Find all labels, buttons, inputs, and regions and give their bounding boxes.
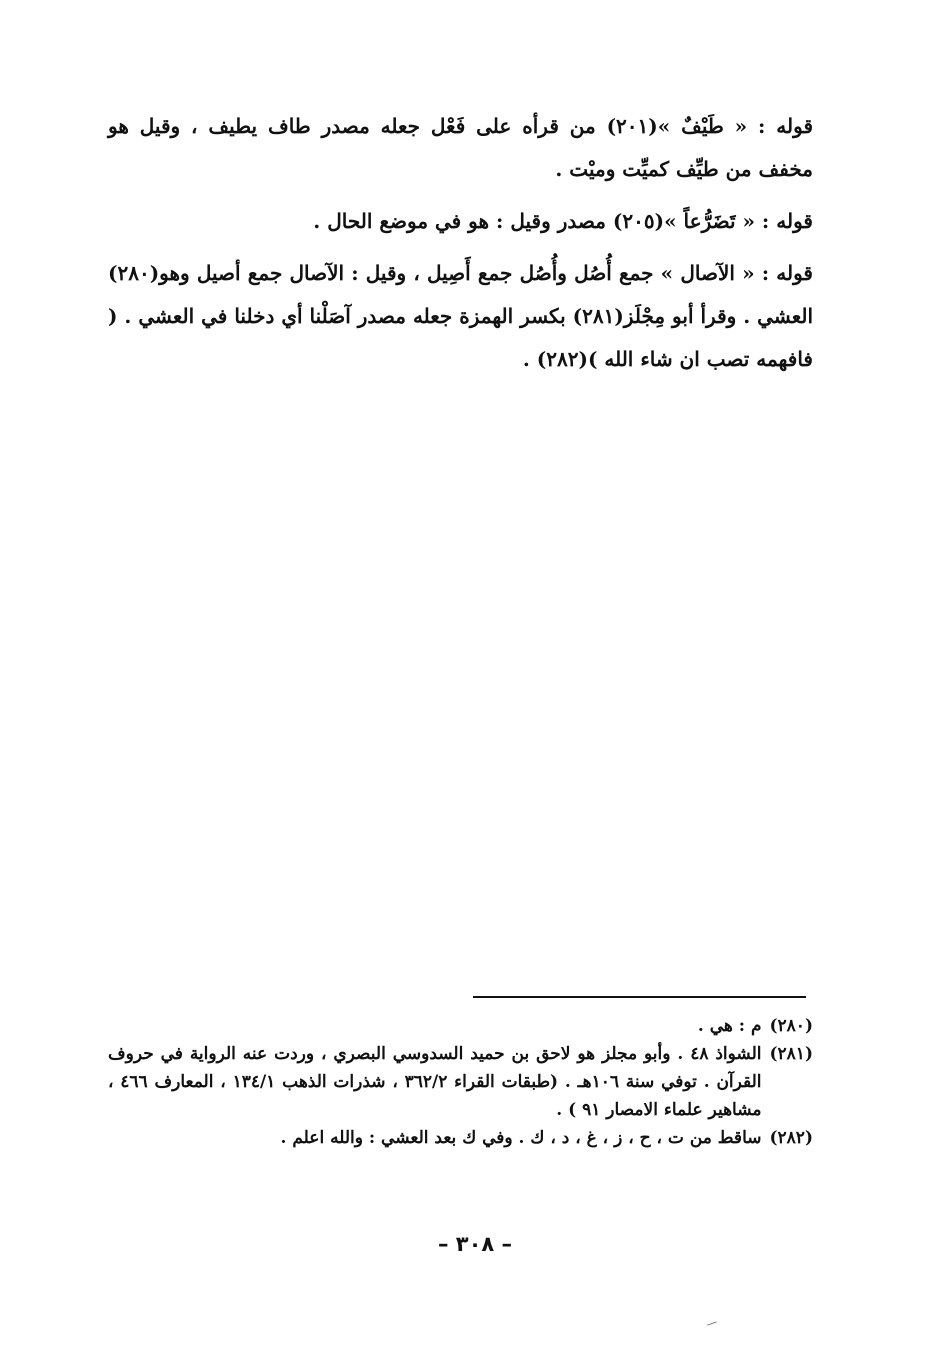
scan-speck (707, 1321, 717, 1325)
footnote-number: (٢٨٢) (769, 1128, 813, 1148)
footnote-282 (108, 1124, 813, 1152)
footnote-number: (٢٨١) (769, 1044, 813, 1064)
paragraph-tadarruan: قوله : « تَضَرُّعاً »(٢٠٥) مصدر وقيل : هو في موضع الحال . (313, 209, 813, 233)
footnote-number: (٢٨٠) (769, 1016, 813, 1036)
main-text (108, 105, 813, 390)
paragraph-taif: قوله : « طَيْفٌ »(٢٠١) من قرأه على فَعْل جعله مصدر طاف يطيف ، وقيل هو مخفف من طيِّف كميِّت وميْت . (108, 114, 814, 181)
footnotes (108, 1012, 813, 1152)
footnote-separator (473, 996, 806, 998)
page-number: – ٣٠٨ – (437, 1232, 513, 1256)
footnote-280 (108, 1012, 813, 1040)
footnote-text: الشواذ ٤٨ . وأبو مجلز هو لاحق بن حميد السدوسي البصري ، وردت عنه الرواية في حروف القرآن . توفي سنة ١٠٦هـ . (طبقات القراء ٣٦٢/٢ ، شذرات الذهب ١٣٤/١ ، المعارف ٤٦٦ ، مشاهير علماء الامصار ٩١ ) . (108, 1044, 762, 1120)
footnote-text: ساقط من ت ، ح ، ز ، غ ، د ، ك . وفي ك بعد العشي : والله اعلم . (280, 1128, 762, 1148)
paragraph-asal: قوله : « الآصال » جمع أُصُل وأُصُل جمع أَصِيل ، وقيل : الآصال جمع أصيل وهو(٢٨٠) العشي . وقرأ أبو مِجْلَز(٢٨١) بكسر الهمزة جعله مصدر آصَلْنا أي دخلنا في العشي . ( فافهمه تصب ان شاء الله )(٢٨٢) . (108, 261, 813, 371)
footnote-281 (108, 1040, 813, 1124)
footnote-text: م : هي . (697, 1016, 762, 1036)
